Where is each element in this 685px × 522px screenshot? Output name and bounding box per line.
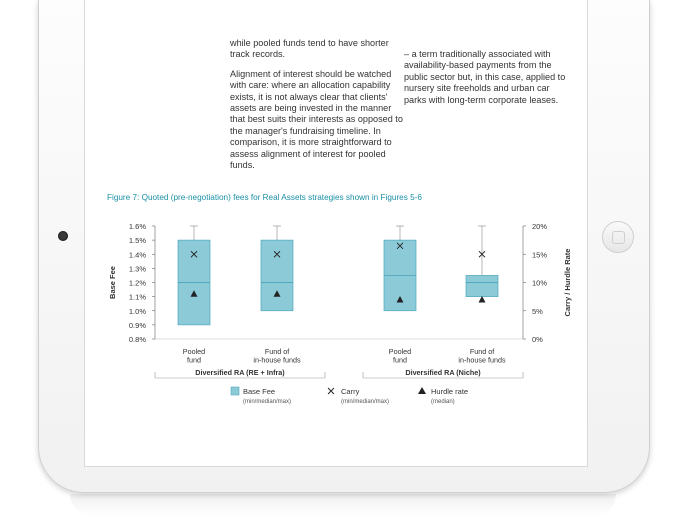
category-label: in-house funds bbox=[253, 355, 301, 365]
home-button[interactable] bbox=[602, 221, 634, 253]
category-1 bbox=[178, 226, 210, 325]
y2-tick-label: 5% bbox=[532, 306, 543, 316]
y-tick-label: 0.8% bbox=[128, 335, 146, 344]
category-label: Fund of bbox=[469, 347, 495, 356]
legend-hurdle-sub: (median) bbox=[431, 399, 455, 405]
right-text-column bbox=[404, 49, 572, 114]
figure-title: Figure 7: Quoted (pre-negotiation) fees for Real Assets strategies shown in Figures 5-6 bbox=[107, 193, 422, 202]
tablet-reflection bbox=[70, 494, 616, 516]
y-tick-label: 1.3% bbox=[128, 264, 146, 274]
category-3 bbox=[384, 226, 416, 311]
y-tick-label: 1.0% bbox=[128, 306, 146, 316]
category-label: Pooled bbox=[182, 347, 206, 356]
y-axis-title: Base Fee bbox=[108, 266, 117, 299]
left-paragraph-2: Alignment of interest should be watched with care: where an allocation capability exists, it is not always clear that clients' assets are being invested in the manner that best suits their interests as opposed to the manager's fundraising timeline. In comparison, it is more straightforward to assess alignment of interest for pooled funds. bbox=[230, 68, 403, 171]
camera-icon bbox=[58, 231, 68, 241]
base-fee-box bbox=[261, 240, 293, 311]
legend-carry-sub: (min/median/max) bbox=[341, 399, 390, 405]
y2-tick-label: 0% bbox=[532, 335, 543, 344]
category-label: Fund of bbox=[264, 347, 290, 356]
right-paragraph-1: – a term traditionally associated with availability-based payments from the public sector but, in this case, applied to nursery site freeholds and urban car parks with long-term corporate leases. bbox=[404, 49, 566, 105]
group-label: Diversified RA (Niche) bbox=[405, 368, 481, 377]
legend-hurdle-label: Hurdle rate bbox=[431, 387, 469, 396]
legend-base-fee-swatch bbox=[231, 387, 239, 395]
legend-base-fee-sub: (min/median/max) bbox=[243, 399, 292, 405]
y2-axis-title: Carry / Hurdle Rate bbox=[563, 248, 572, 317]
legend-carry-label: Carry bbox=[341, 387, 360, 396]
left-paragraph-1: while pooled funds tend to have shorter track records. bbox=[230, 38, 389, 60]
y-tick-label: 1.5% bbox=[128, 236, 146, 246]
category-4 bbox=[466, 226, 498, 302]
box-plot-chart bbox=[85, 212, 587, 462]
category-label: in-house funds bbox=[458, 355, 506, 365]
category-label: Pooled bbox=[388, 347, 412, 356]
left-text-column bbox=[230, 38, 405, 179]
y2-tick-label: 10% bbox=[532, 278, 548, 288]
category-label: fund bbox=[187, 355, 201, 365]
y2-tick-label: 20% bbox=[532, 222, 548, 231]
legend-base-fee-label: Base Fee bbox=[243, 387, 276, 396]
y-tick-label: 1.6% bbox=[128, 222, 146, 231]
legend-hurdle-marker bbox=[418, 387, 426, 394]
category-2 bbox=[261, 226, 293, 311]
y-tick-label: 1.2% bbox=[128, 278, 146, 288]
group-label: Diversified RA (RE + Infra) bbox=[195, 368, 285, 377]
y-tick-label: 1.4% bbox=[128, 250, 146, 260]
base-fee-box bbox=[466, 275, 498, 296]
y-tick-label: 0.9% bbox=[128, 320, 146, 330]
category-label: fund bbox=[393, 355, 407, 365]
y-tick-label: 1.1% bbox=[128, 292, 146, 302]
legend-carry-marker bbox=[328, 388, 334, 394]
tablet-screen bbox=[84, 0, 588, 467]
home-square-icon bbox=[612, 231, 625, 244]
y2-tick-label: 15% bbox=[532, 250, 548, 260]
